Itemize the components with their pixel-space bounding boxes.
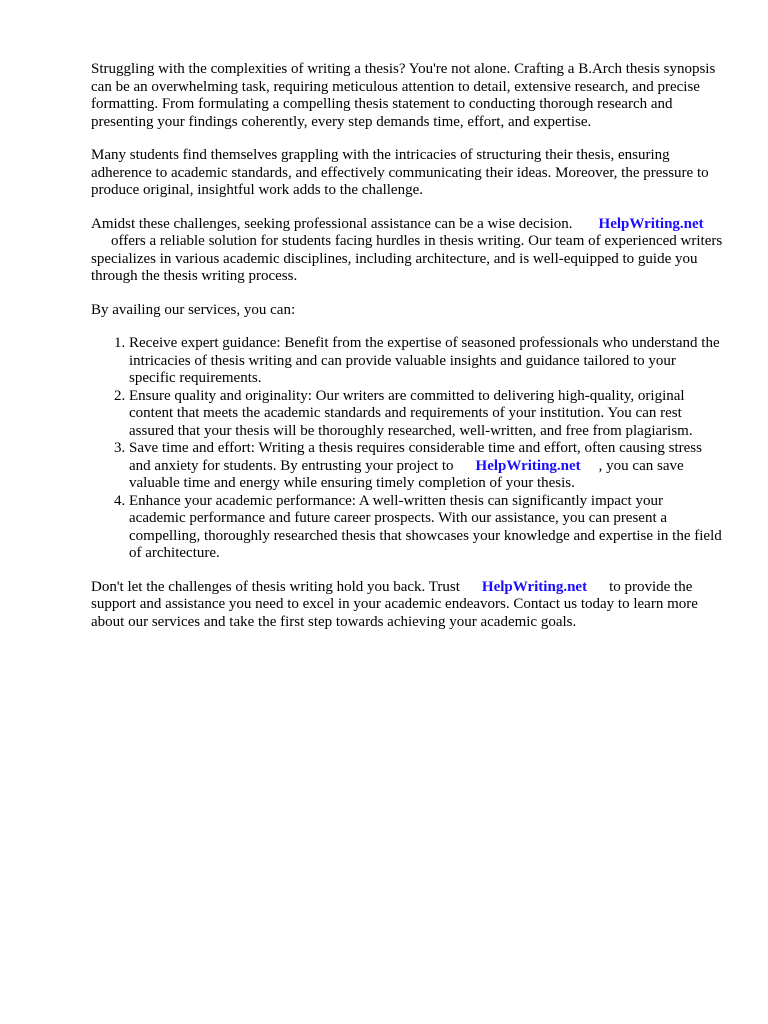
closing-text: Don't let the challenges of thesis writing hold you back. Trust bbox=[91, 578, 460, 595]
closing-text-continued: to provide the support and assistance you need to excel in your academic endeavors. Contact us today to learn more about our services and take the first step towards achieving your academic goals. bbox=[91, 578, 698, 630]
paragraph-students: Many students find themselves grappling with the intricacies of structuring their thesis, ensuring adherence to academic standards, and effectively communicating their ideas. Moreover, the pressure to produce original, insightful work adds to the challenge. bbox=[91, 147, 709, 198]
helpwriting-link[interactable]: HelpWriting.net bbox=[475, 457, 581, 474]
list-item: 2. Ensure quality and originality: Our writers are committed to delivering high-quality, original content that meets the academic standards and requirements of your institution. You can rest assured that your thesis will be thoroughly researched, well-written, and free from plagiarism. bbox=[129, 388, 723, 441]
list-item-text-continued: , you can save valuable time and energy while ensuring timely completion of your thesis. bbox=[129, 457, 684, 491]
list-item bbox=[129, 440, 723, 493]
helpwriting-link[interactable]: HelpWriting.net bbox=[598, 215, 704, 232]
paragraph-closing bbox=[91, 579, 723, 632]
document-page bbox=[91, 61, 723, 647]
list-intro: By availing our services, you can: bbox=[91, 301, 296, 318]
paragraph-assistance bbox=[91, 216, 723, 286]
list-item: 1. Receive expert guidance: Benefit from the expertise of seasoned professionals who understand the intricacies of thesis writing and can provide valuable insights and guidance tailored to your specific requirements. bbox=[129, 335, 723, 388]
paragraph-assistance-text: Amidst these challenges, seeking professional assistance can be a wise decision. bbox=[91, 215, 573, 232]
paragraph-intro: Struggling with the complexities of writing a thesis? You're not alone. Crafting a B.Arch thesis synopsis can be an overwhelming task, requiring meticulous attention to detail, extensive research, and precise formatting. From formulating a compelling thesis statement to conducting thorough research and presenting your findings coherently, every step demands time, effort, and expertise. bbox=[91, 61, 716, 130]
helpwriting-link[interactable]: HelpWriting.net bbox=[481, 578, 588, 595]
services-list bbox=[91, 335, 723, 563]
list-item-text: Save time and effort: Writing a thesis requires considerable time and effort, often causing stress and anxiety for students. By entrusting your project to bbox=[129, 440, 702, 474]
list-item: 4. Enhance your academic performance: A well-written thesis can significantly impact your academic performance and future career prospects. With our assistance, you can present a compelling, thoroughly researched thesis that showcases your knowledge and expertise in the field of architecture. bbox=[129, 493, 723, 563]
paragraph-assistance-continued: offers a reliable solution for students facing hurdles in thesis writing. Our team of experienced writers specializes in various academic disciplines, including architecture, and is well-equipped to guide you through the thesis writing process. bbox=[91, 233, 723, 284]
